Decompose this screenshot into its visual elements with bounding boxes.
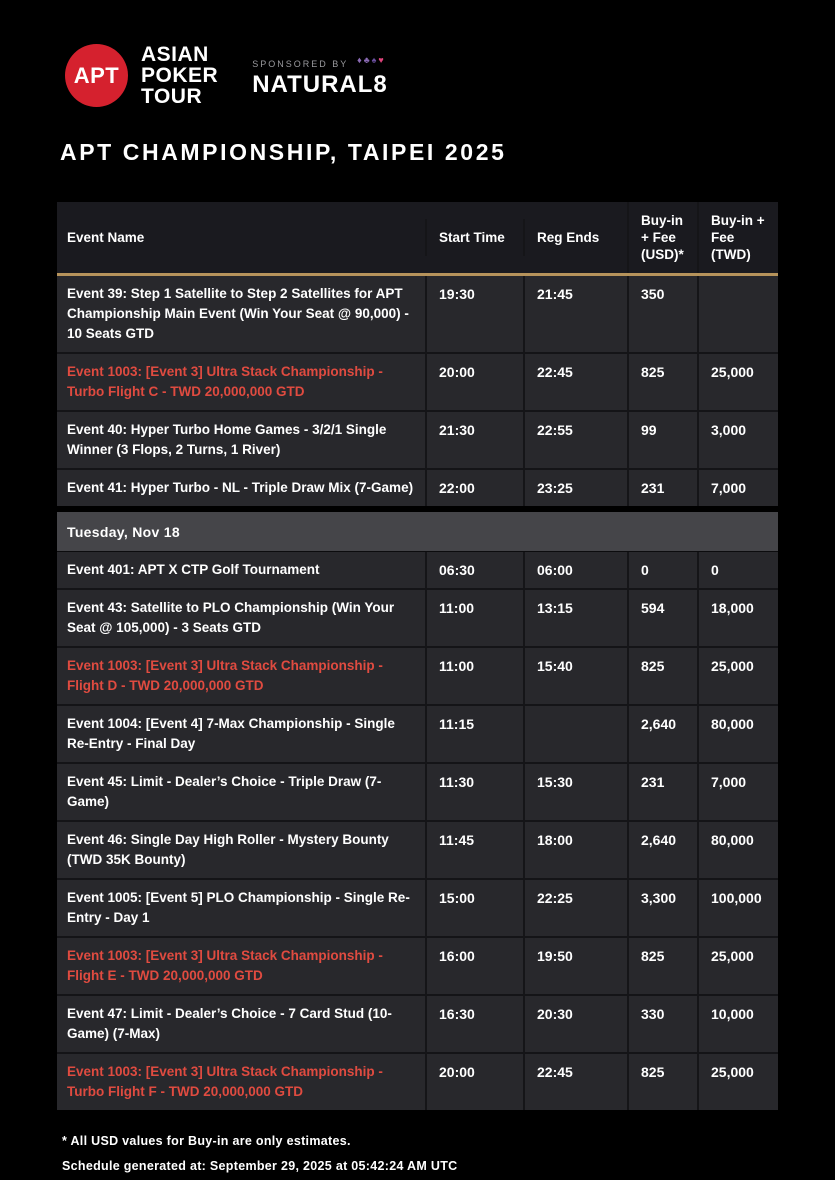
- table-header-row: [57, 202, 778, 276]
- natural8-wordmark: NATURAL8: [252, 71, 388, 98]
- club-suit-icon: ♣: [363, 55, 370, 65]
- event-row: [57, 762, 778, 820]
- reg-ends-cell: 22:55: [523, 412, 627, 468]
- start-time-cell: 16:00: [425, 938, 523, 994]
- sponsored-by-label: SPONSORED BY: [252, 59, 349, 69]
- reg-ends-cell: 20:30: [523, 996, 627, 1052]
- buyin-usd-cell: 2,640: [627, 706, 697, 762]
- buyin-usd-cell: 231: [627, 764, 697, 820]
- page-title: APT CHAMPIONSHIP, TAIPEI 2025: [60, 139, 507, 165]
- start-time-cell: 11:30: [425, 764, 523, 820]
- buyin-twd-cell: 0: [697, 552, 778, 588]
- event-name-cell: Event 41: Hyper Turbo - NL - Triple Draw Mix (7-Game): [67, 480, 414, 495]
- buyin-twd-cell: 10,000: [697, 996, 778, 1052]
- column-header-reg-ends: Reg Ends: [523, 219, 627, 256]
- event-row: [57, 936, 778, 994]
- start-time-cell: 20:00: [425, 1054, 523, 1110]
- natural8-logo: [252, 71, 388, 99]
- apt-logo-icon: [65, 44, 128, 107]
- reg-ends-cell: 23:25: [523, 470, 627, 506]
- event-name-cell: Event 46: Single Day High Roller - Mystery Bounty (TWD 35K Bounty): [67, 832, 389, 867]
- event-name-cell: Event 401: APT X CTP Golf Tournament: [67, 562, 320, 577]
- column-header-start-time: Start Time: [425, 219, 523, 256]
- event-row: [57, 704, 778, 762]
- buyin-usd-cell: 594: [627, 590, 697, 646]
- sponsor-block: [252, 44, 388, 99]
- page-header: [0, 0, 835, 107]
- day-section-header: Tuesday, Nov 18: [57, 512, 778, 552]
- buyin-twd-cell: 25,000: [697, 648, 778, 704]
- start-time-cell: 11:15: [425, 706, 523, 762]
- apt-logo-abbr: APT: [73, 62, 120, 88]
- reg-ends-cell: 22:25: [523, 880, 627, 936]
- reg-ends-cell: [523, 706, 627, 762]
- reg-ends-cell: 15:30: [523, 764, 627, 820]
- start-time-cell: 20:00: [425, 354, 523, 410]
- start-time-cell: 22:00: [425, 470, 523, 506]
- event-name-cell: Event 1003: [Event 3] Ultra Stack Championship - Turbo Flight C - TWD 20,000,000 GTD: [67, 364, 383, 399]
- event-row: [57, 410, 778, 468]
- event-row: [57, 468, 778, 506]
- column-header-event-name: Event Name: [67, 230, 145, 245]
- column-header-buyin-usd: Buy-in + Fee (USD)*: [627, 202, 697, 273]
- buyin-usd-cell: 0: [627, 552, 697, 588]
- buyin-twd-cell: 25,000: [697, 1054, 778, 1110]
- start-time-cell: 11:00: [425, 648, 523, 704]
- buyin-usd-cell: 825: [627, 648, 697, 704]
- start-time-cell: 15:00: [425, 880, 523, 936]
- start-time-cell: 19:30: [425, 276, 523, 352]
- buyin-twd-cell: 80,000: [697, 822, 778, 878]
- reg-ends-cell: 18:00: [523, 822, 627, 878]
- start-time-cell: 16:30: [425, 996, 523, 1052]
- buyin-usd-cell: 825: [627, 1054, 697, 1110]
- event-row: [57, 352, 778, 410]
- schedule-table: [57, 202, 778, 1110]
- event-name-cell: Event 40: Hyper Turbo Home Games - 3/2/1 Single Winner (3 Flops, 2 Turns, 1 River): [67, 422, 387, 457]
- event-name-cell: Event 1003: [Event 3] Ultra Stack Championship - Turbo Flight F - TWD 20,000,000 GTD: [67, 1064, 383, 1099]
- buyin-twd-cell: 3,000: [697, 412, 778, 468]
- buyin-usd-cell: 825: [627, 938, 697, 994]
- reg-ends-cell: 22:45: [523, 354, 627, 410]
- column-header-buyin-twd: Buy-in + Fee (TWD): [697, 202, 778, 273]
- event-row: [57, 646, 778, 704]
- buyin-usd-cell: 330: [627, 996, 697, 1052]
- diamond-suit-icon: ♦: [357, 55, 362, 65]
- reg-ends-cell: 06:00: [523, 552, 627, 588]
- event-row: [57, 994, 778, 1052]
- reg-ends-cell: 22:45: [523, 1054, 627, 1110]
- buyin-usd-cell: 2,640: [627, 822, 697, 878]
- buyin-usd-cell: 3,300: [627, 880, 697, 936]
- event-row: [57, 552, 778, 588]
- event-name-cell: Event 45: Limit - Dealer’s Choice - Triple Draw (7-Game): [67, 774, 382, 809]
- event-name-cell: Event 1005: [Event 5] PLO Championship - Single Re-Entry - Day 1: [67, 890, 410, 925]
- day-section-rows: [57, 552, 778, 1110]
- reg-ends-cell: 19:50: [523, 938, 627, 994]
- start-time-cell: 11:00: [425, 590, 523, 646]
- buyin-usd-cell: 231: [627, 470, 697, 506]
- event-name-cell: Event 43: Satellite to PLO Championship (Win Your Seat @ 105,000) - 3 Seats GTD: [67, 600, 395, 635]
- reg-ends-cell: 21:45: [523, 276, 627, 352]
- event-name-cell: Event 39: Step 1 Satellite to Step 2 Satellites for APT Championship Main Event (Win Your Seat @ 90,000) - 10 Seats GTD: [67, 286, 409, 341]
- generated-timestamp: Schedule generated at: September 29, 2025 at 05:42:24 AM UTC: [62, 1159, 458, 1173]
- heart-suit-icon: ♥: [378, 55, 384, 65]
- brand-name: [141, 44, 218, 107]
- event-row: [57, 820, 778, 878]
- event-row: [57, 588, 778, 646]
- event-row: [57, 276, 778, 352]
- buyin-twd-cell: 25,000: [697, 938, 778, 994]
- brand-name-line: TOUR: [141, 85, 203, 108]
- buyin-twd-cell: 7,000: [697, 470, 778, 506]
- buyin-twd-cell: 100,000: [697, 880, 778, 936]
- card-suits-icon: [357, 56, 384, 65]
- buyin-twd-cell: 80,000: [697, 706, 778, 762]
- apt-brand: [65, 44, 218, 107]
- event-name-cell: Event 47: Limit - Dealer’s Choice - 7 Card Stud (10-Game) (7-Max): [67, 1006, 392, 1041]
- buyin-twd-cell: 25,000: [697, 354, 778, 410]
- event-row: [57, 1052, 778, 1110]
- event-name-cell: Event 1004: [Event 4] 7-Max Championship - Single Re-Entry - Final Day: [67, 716, 395, 751]
- start-time-cell: 06:30: [425, 552, 523, 588]
- buyin-usd-cell: 350: [627, 276, 697, 352]
- start-time-cell: 21:30: [425, 412, 523, 468]
- start-time-cell: 11:45: [425, 822, 523, 878]
- event-name-cell: Event 1003: [Event 3] Ultra Stack Championship - Flight D - TWD 20,000,000 GTD: [67, 658, 383, 693]
- buyin-twd-cell: 18,000: [697, 590, 778, 646]
- reg-ends-cell: 13:15: [523, 590, 627, 646]
- day-section-rows: [57, 276, 778, 506]
- page-footer: [62, 1134, 835, 1173]
- buyin-usd-cell: 825: [627, 354, 697, 410]
- buyin-usd-cell: 99: [627, 412, 697, 468]
- event-row: [57, 878, 778, 936]
- usd-estimate-note: * All USD values for Buy-in are only estimates.: [62, 1134, 351, 1148]
- table-body: [57, 276, 778, 1110]
- brand-name-line: POKER: [141, 64, 219, 87]
- spade-suit-icon: ♠: [371, 55, 377, 65]
- event-name-cell: Event 1003: [Event 3] Ultra Stack Championship - Flight E - TWD 20,000,000 GTD: [67, 948, 383, 983]
- buyin-twd-cell: 7,000: [697, 764, 778, 820]
- reg-ends-cell: 15:40: [523, 648, 627, 704]
- buyin-twd-cell: [697, 276, 778, 352]
- brand-name-line: ASIAN: [141, 43, 209, 66]
